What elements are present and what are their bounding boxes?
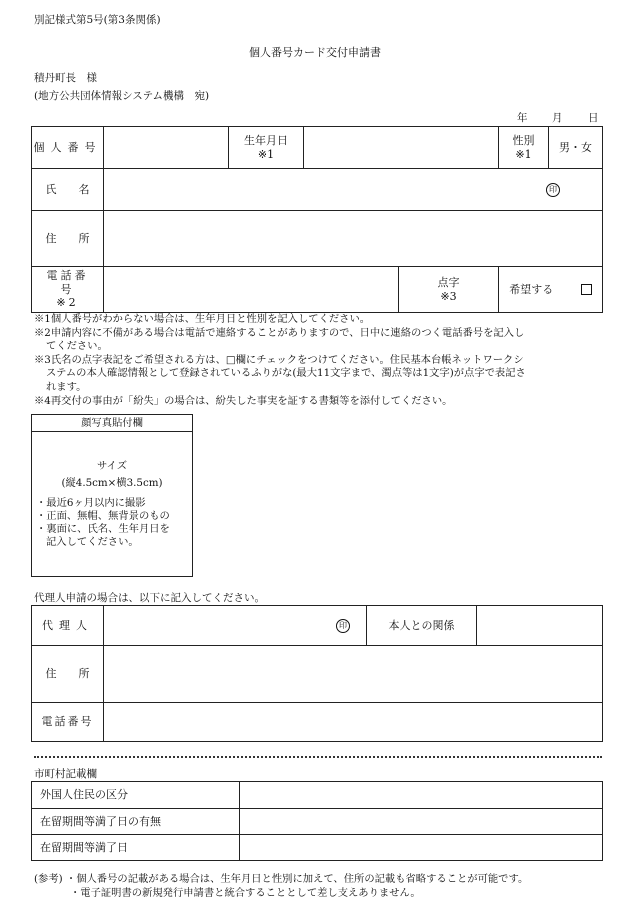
addressee-sub: (地方公共団体情報システム機構 宛) [34,90,210,102]
phone-label [32,267,104,313]
name-field[interactable] [104,169,603,211]
cut-line [34,756,602,758]
phone-field[interactable] [104,267,399,313]
municipal-heading: 市町村記載欄 [34,768,97,780]
agent-address-field[interactable] [104,646,603,703]
reference [34,872,624,900]
reference-text-2: ・電子証明書の新規発行申請書と統合することとして差し支えありません。 [70,887,421,899]
municipal-row-3-label: 在留期間等満了日 [32,835,240,861]
applicant-table [31,126,603,313]
gender-options[interactable]: 男・女 [549,127,603,169]
municipal-row-1-label: 外国人住民の区分 [32,782,240,809]
birth-date-field[interactable] [304,127,499,169]
municipal-row-1-field[interactable] [240,782,603,809]
photo-bullet-2: ・正面、無帽、無背景のもの [36,510,170,522]
address-field[interactable] [104,211,603,267]
reference-line-1 [34,872,624,886]
date-month: 月 [552,112,563,124]
relation-field[interactable] [477,606,603,646]
date-day: 日 [588,112,599,124]
agent-label: 代理人 [32,606,104,646]
reference-prefix: (参考) [34,873,63,885]
name-label: 氏 名 [32,169,104,211]
braille-checkbox[interactable] [581,284,592,295]
agent-seal-icon: 印 [336,619,350,633]
page-title: 個人番号カード交付申請書 [249,46,381,59]
birth-date-text: 生年月日 [244,133,288,147]
photo-size-value: (縦4.5cm×横3.5cm) [61,477,163,489]
note-2: ※2申請内容に不備がある場合は電話で連絡することがありますので、日中に連絡のつく電話番号を記入し [34,326,525,339]
photo-bullet-3: ・裏面に、氏名、生年月日を [36,523,170,535]
braille-label [399,267,499,313]
addressee: 積丹町長 様 [34,72,97,84]
seal-icon: 印 [546,183,560,197]
note-1: ※1個人番号がわからない場合は、生年月日と性別を記入してください。 [34,313,371,325]
agent-address-label: 住 所 [32,646,104,703]
gender-label [499,127,549,169]
gender-text: 性別 [512,133,535,147]
phone-text: 電話番号 [46,268,89,296]
birth-date-label [229,127,304,169]
agent-phone-field[interactable] [104,703,603,742]
photo-header: 顔写真貼付欄 [32,415,192,432]
note-4: ※4再交付の事由が「紛失」の場合は、紛失した事実を証する書類等を添付してください。 [34,394,453,407]
braille-request [499,267,603,313]
proxy-intro: 代理人申請の場合は、以下に記入してください。 [34,592,265,604]
proxy-table [31,605,603,742]
birth-date-note: ※1 [257,147,275,161]
relation-label: 本人との関係 [367,606,477,646]
note-2-cont: てください。 [46,340,108,353]
municipal-row-2-field[interactable] [240,809,603,835]
note-3-cont2: れます。 [46,380,87,393]
notes [34,313,604,408]
agent-phone-label: 電話番号 [32,703,104,742]
individual-number-label: 個人番号 [32,127,104,169]
braille-text: 点字 [437,275,460,289]
photo-size-label: サイズ [96,460,128,472]
date-year: 年 [517,112,528,124]
reference-text-1: ・個人番号の記載がある場合は、生年月日と性別に加えて、住所の記載も省略することが可能です。 [65,873,529,885]
municipal-table [31,781,603,861]
photo-box[interactable] [31,414,193,577]
gender-note: ※1 [515,147,532,161]
agent-field[interactable] [104,606,367,646]
phone-note: ※2 [56,296,79,310]
municipal-row-2-label: 在留期間等満了日の有無 [32,809,240,835]
note-3: ※3氏名の点字表記をご希望される方は、□欄にチェックをつけてください。住民基本台帳ネットワークシ [34,353,524,366]
note-3-cont: ステムの本人確認情報として登録されているふりがな(最大11文字まで、濁点等は1文字)が点字で表記さ [46,367,526,380]
braille-request-label: 希望する [509,282,554,296]
photo-bullet-1: ・最近6ヶ月以内に撮影 [36,497,146,509]
individual-number-field[interactable] [104,127,229,169]
braille-note: ※3 [440,289,457,303]
form-code: 別記様式第5号(第3条関係) [34,14,161,26]
photo-bullets [32,497,192,549]
photo-bullet-4: 記入してください。 [46,536,139,548]
address-label: 住 所 [32,211,104,267]
municipal-row-3-field[interactable] [240,835,603,861]
